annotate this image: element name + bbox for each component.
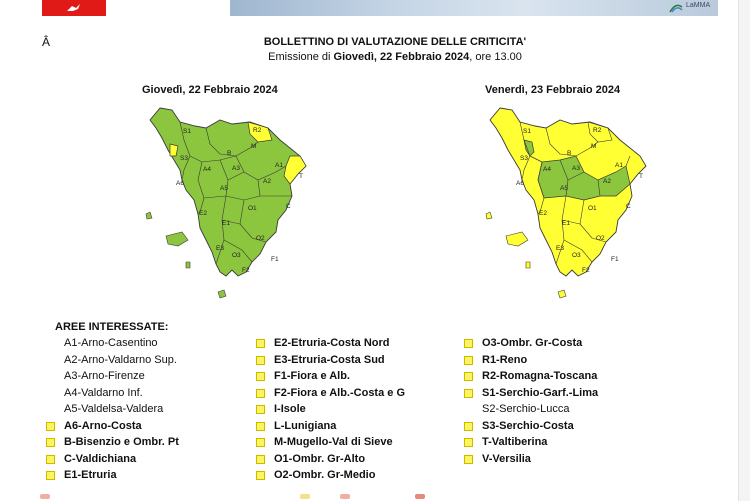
alert-square-icon bbox=[256, 422, 265, 431]
area-label: A4-Valdarno Inf. bbox=[64, 386, 143, 399]
zone-label-o3: O3 bbox=[232, 252, 241, 259]
zone-label-r2: R2 bbox=[593, 127, 602, 134]
alert-map-day1 bbox=[140, 100, 320, 305]
zone-label-o3: O3 bbox=[572, 252, 581, 259]
zone-label-f1: F1 bbox=[271, 256, 279, 263]
zone-label-a3: A3 bbox=[572, 165, 580, 172]
area-label: O1-Ombr. Gr-Alto bbox=[274, 452, 366, 465]
alert-square-icon bbox=[464, 455, 473, 464]
zone-label-o2: O2 bbox=[596, 235, 605, 242]
zone-label-o1: O1 bbox=[588, 205, 597, 212]
emission-suffix: , ore 13.00 bbox=[469, 51, 522, 63]
zone-label-a5: A5 bbox=[560, 185, 568, 192]
zone-label-a2: A2 bbox=[603, 178, 611, 185]
alert-square-icon bbox=[46, 471, 55, 480]
alert-square-icon bbox=[256, 339, 265, 348]
footer-dot bbox=[300, 494, 310, 499]
zone-label-s1: S1 bbox=[523, 128, 531, 135]
zone-label-e1: E1 bbox=[222, 220, 230, 227]
area-label: F1-Fiora e Alb. bbox=[274, 370, 350, 382]
map-title-day1: Giovedì, 22 Febbraio 2024 bbox=[142, 84, 278, 96]
tuscany-region bbox=[150, 108, 306, 276]
area-label: A5-Valdelsa-Valdera bbox=[64, 403, 164, 415]
zone-label-c: C bbox=[286, 203, 291, 210]
lamma-logo-label: LaMMA bbox=[686, 2, 711, 9]
area-label: B-Bisenzio e Ombr. Pt bbox=[64, 436, 179, 448]
lamma-logo-icon bbox=[668, 1, 684, 13]
alert-square-icon bbox=[256, 372, 265, 381]
alert-square-icon bbox=[46, 438, 55, 447]
zone-label-s1: S1 bbox=[183, 128, 191, 135]
area-label: R2-Romagna-Toscana bbox=[482, 370, 598, 382]
header-banner-image bbox=[230, 0, 718, 16]
zone-label-e3: E3 bbox=[216, 245, 224, 252]
area-label: S1-Serchio-Garf.-Lima bbox=[482, 386, 599, 399]
area-label: C-Valdichiana bbox=[64, 452, 137, 465]
zone-label-e1: E1 bbox=[562, 220, 570, 227]
area-label: A1-Arno-Casentino bbox=[64, 337, 158, 349]
bulletin-title: BOLLETTINO DI VALUTAZIONE DELLE CRITICITA' bbox=[263, 36, 527, 48]
alert-map-day2 bbox=[480, 100, 660, 305]
footer-dot bbox=[340, 494, 350, 499]
alert-square-icon bbox=[464, 438, 473, 447]
alert-square-icon bbox=[464, 422, 473, 431]
area-label: S2-Serchio-Lucca bbox=[482, 403, 570, 415]
area-label: S3-Serchio-Costa bbox=[482, 419, 574, 432]
alert-square-icon bbox=[46, 422, 55, 431]
area-label: E3-Etruria-Costa Sud bbox=[274, 353, 385, 366]
areas-heading: AREE INTERESSATE: bbox=[55, 321, 169, 333]
footer-dot bbox=[415, 494, 425, 499]
zone-label-s3: S3 bbox=[520, 155, 528, 162]
area-label: L-Lunigiana bbox=[274, 419, 337, 432]
zone-label-e3: E3 bbox=[556, 245, 564, 252]
area-label: O3-Ombr. Gr-Costa bbox=[482, 337, 583, 349]
zone-label-a6: A6 bbox=[516, 180, 524, 187]
area-label: A6-Arno-Costa bbox=[64, 419, 142, 432]
top-banner-strip bbox=[0, 0, 750, 22]
alert-square-icon bbox=[256, 471, 265, 480]
area-label: E2-Etruria-Costa Nord bbox=[274, 337, 390, 349]
page-edge bbox=[738, 0, 750, 501]
region-logo bbox=[42, 0, 106, 16]
area-label: V-Versilia bbox=[482, 452, 531, 465]
map-title-day2: Venerdì, 23 Febbraio 2024 bbox=[485, 84, 621, 96]
zone-label-a4: A4 bbox=[543, 166, 551, 173]
zone-label-o2: O2 bbox=[256, 235, 265, 242]
zone-label-a2: A2 bbox=[263, 178, 271, 185]
area-label: O2-Ombr. Gr-Medio bbox=[274, 469, 376, 481]
zone-label-e2: E2 bbox=[199, 210, 207, 217]
zone-label-f1: F1 bbox=[611, 256, 619, 263]
stray-character: Â bbox=[42, 35, 51, 49]
emission-prefix: Emissione di bbox=[268, 51, 334, 63]
zone-label-a3: A3 bbox=[232, 165, 240, 172]
emission-date: Giovedì, 22 Febbraio 2024 bbox=[333, 51, 470, 63]
zone-label-o1: O1 bbox=[248, 205, 257, 212]
zone-label-e2: E2 bbox=[539, 210, 547, 217]
footer-decoration bbox=[40, 494, 740, 501]
alert-square-icon bbox=[46, 455, 55, 464]
zone-label-f2: F2 bbox=[582, 267, 590, 274]
area-label: A2-Arno-Valdarno Sup. bbox=[64, 353, 177, 366]
alert-square-icon bbox=[256, 455, 265, 464]
lamma-logo bbox=[668, 0, 716, 15]
alert-square-icon bbox=[464, 339, 473, 348]
zone-label-a4: A4 bbox=[203, 166, 211, 173]
zone-label-a1: A1 bbox=[275, 162, 283, 169]
zone-label-m: M bbox=[251, 143, 257, 150]
zone-label-t: T bbox=[639, 173, 643, 180]
zone-label-s3: S3 bbox=[180, 155, 188, 162]
area-label: F2-Fiora e Alb.-Costa e G bbox=[274, 386, 406, 399]
area-label: R1-Reno bbox=[482, 353, 528, 366]
zone-label-f2: F2 bbox=[242, 267, 250, 274]
area-label: M-Mugello-Val di Sieve bbox=[274, 436, 393, 448]
zone-label-a5: A5 bbox=[220, 185, 228, 192]
zone-label-a6: A6 bbox=[176, 180, 184, 187]
zone-label-c: C bbox=[626, 203, 631, 210]
area-label: E1-Etruria bbox=[64, 469, 117, 481]
zone-label-m: M bbox=[591, 143, 597, 150]
alert-square-icon bbox=[256, 356, 265, 365]
area-label: I-Isole bbox=[274, 403, 306, 415]
zone-label-t: T bbox=[299, 173, 303, 180]
bulletin-emission bbox=[0, 51, 750, 63]
pegasus-icon bbox=[64, 2, 84, 14]
alert-square-icon bbox=[464, 372, 473, 381]
alert-square-icon bbox=[464, 356, 473, 365]
zone-label-a1: A1 bbox=[615, 162, 623, 169]
zone-label-b: B bbox=[567, 150, 572, 157]
tuscany-outline bbox=[150, 108, 306, 276]
area-label: A3-Arno-Firenze bbox=[64, 370, 145, 382]
alert-square-icon bbox=[256, 389, 265, 398]
alert-square-icon bbox=[256, 438, 265, 447]
alert-square-icon bbox=[256, 405, 265, 414]
footer-dot bbox=[40, 494, 50, 499]
alert-square-icon bbox=[464, 389, 473, 398]
area-label: T-Valtiberina bbox=[482, 436, 548, 448]
zone-label-b: B bbox=[227, 150, 232, 157]
zone-label-r2: R2 bbox=[253, 127, 262, 134]
